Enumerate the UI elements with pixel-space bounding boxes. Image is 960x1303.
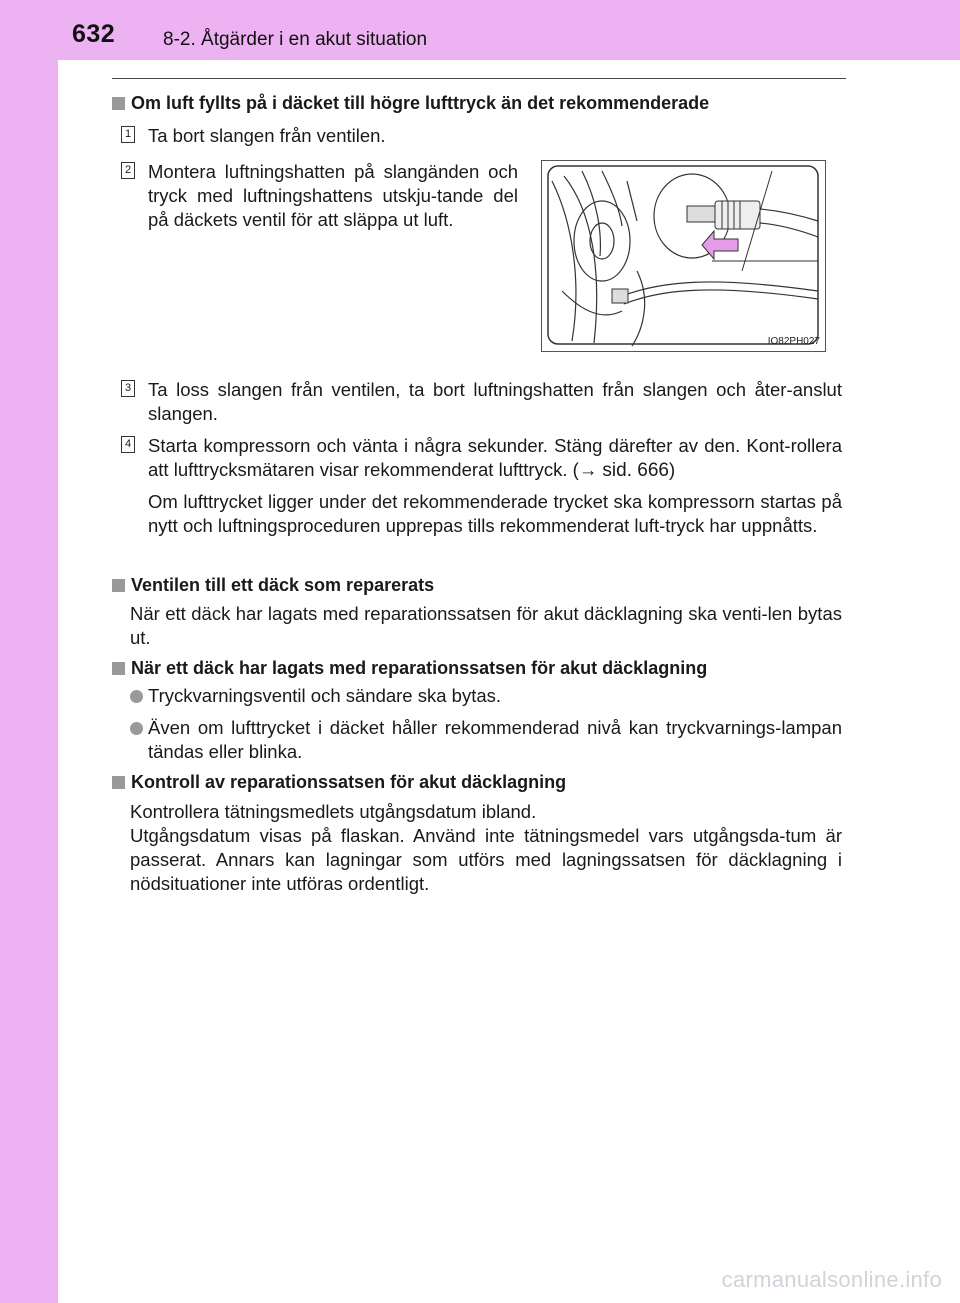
heading-text: När ett däck har lagats med reparationssatsen för akut däcklagning <box>131 658 708 678</box>
after-repair-bullet-1: Tryckvarningsventil och sändare ska bytas. <box>148 685 502 706</box>
heading-text: Ventilen till ett däck som reparerats <box>131 575 435 595</box>
step-number-2: 2 <box>121 162 135 179</box>
section-title: 8-2. Åtgärder i en akut situation <box>163 29 428 50</box>
header-band <box>0 0 960 60</box>
figure-code: IO82PH027 <box>767 336 820 347</box>
step-4-note: Om lufttrycket ligger under det rekommenderade trycket ska kompressorn startas på nytt och luftningsproceduren upprepas tills rekommenderat luft-tryck har uppnåtts. <box>148 491 842 536</box>
heading-kit-check <box>112 772 566 793</box>
side-tab-band <box>0 0 58 1303</box>
watermark: carmanualsonline.info <box>721 1267 942 1292</box>
square-bullet-icon <box>112 662 125 675</box>
after-repair-bullet-2: Även om lufttrycket i däcket håller rekommenderad nivå kan tryckvarnings-lampan tändas eller blinka. <box>148 717 842 762</box>
heading-after-repair <box>112 658 707 679</box>
step-2-text: Montera luftningshatten på slangänden och tryck med luftningshattens utskju-tande del på däckets ventil för att släppa ut luft. <box>148 161 518 230</box>
kit-check-line-1: Kontrollera tätningsmedlets utgångsdatum ibland. <box>130 801 537 822</box>
round-bullet-icon <box>130 690 143 703</box>
step-4-text-b: ) <box>668 459 676 480</box>
kit-check-line-2: Utgångsdatum visas på flaskan. Använd inte tätningsmedel vars utgångsda-tum är passerat. Annars kan lagningar som utförs med lagningssatsen för däcklagning i nödsituationer inte utföras ordentligt. <box>130 825 842 894</box>
repaired-valve-text: När ett däck har lagats med reparationssatsen för akut däcklagning ska venti-len bytas ut. <box>130 603 842 648</box>
tire-valve-drawing <box>542 161 825 351</box>
step-3-text: Ta loss slangen från ventilen, ta bort luftningshatten från slangen och åter-anslut slangen. <box>148 379 842 424</box>
step-1-text: Ta bort slangen från ventilen. <box>148 125 386 146</box>
square-bullet-icon <box>112 776 125 789</box>
step-4-text <box>148 434 842 483</box>
step-4-text-a: Starta kompressorn och vänta i några sekunder. Stäng därefter av den. Kont-rollera att lufttrycksmätaren visar rekommenderat lufttryck. ( <box>148 435 842 480</box>
step-number-1: 1 <box>121 126 135 143</box>
heading-repaired-valve <box>112 575 434 596</box>
square-bullet-icon <box>112 579 125 592</box>
page-reference-link[interactable]: sid. 666 <box>602 460 669 481</box>
square-bullet-icon <box>112 97 125 110</box>
page-reference-arrow-icon: → <box>578 459 603 480</box>
round-bullet-icon <box>130 722 143 735</box>
heading-overinflation <box>112 93 709 114</box>
page-number: 632 <box>72 20 116 48</box>
step-number-4: 4 <box>121 436 135 453</box>
heading-text: Om luft fyllts på i däcket till högre lufttryck än det rekommenderade <box>131 93 710 113</box>
heading-text: Kontroll av reparationssatsen för akut däcklagning <box>131 772 567 792</box>
divider <box>112 78 846 79</box>
step-number-3: 3 <box>121 380 135 397</box>
valve-illustration <box>541 160 826 352</box>
